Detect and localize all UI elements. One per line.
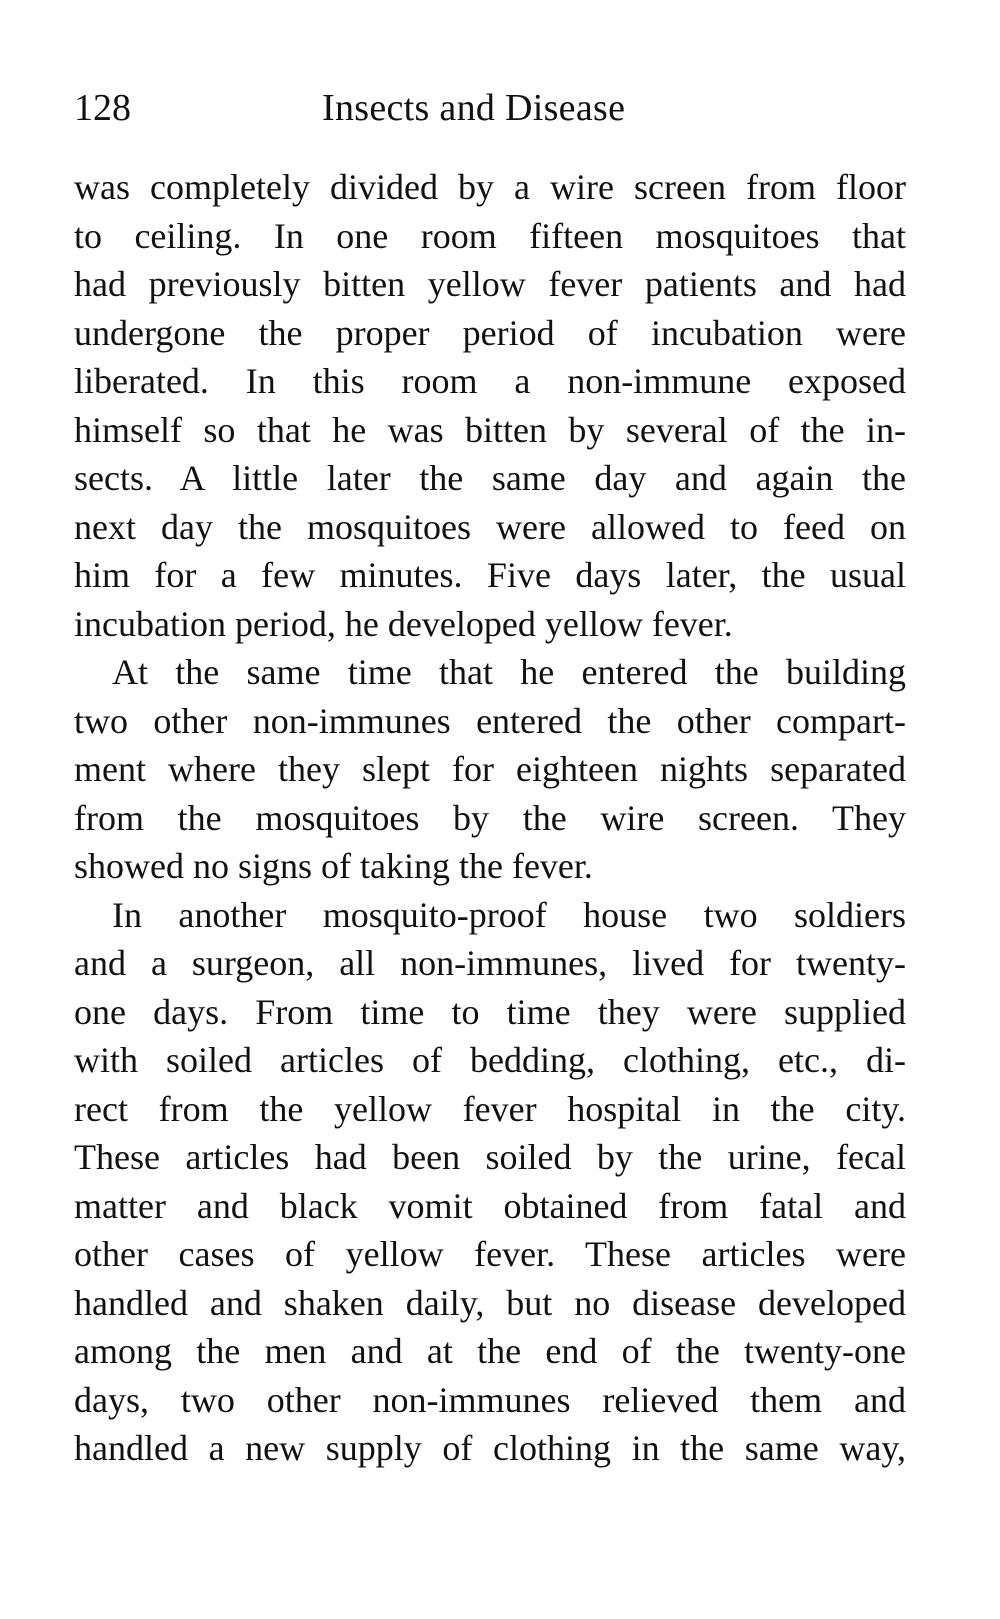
page-number: 128	[74, 87, 131, 129]
text-line: sects. A little later the same day and again the	[74, 458, 906, 498]
text-line: two other non-immunes entered the other compart-	[74, 700, 906, 741]
text-line: had previously bitten yellow fever patients and had	[74, 264, 906, 304]
text-line: matter and black vomit obtained from fatal and	[74, 1185, 906, 1226]
paragraph	[74, 891, 906, 1473]
text-line: In another mosquito-proof house two soldiers	[112, 894, 906, 935]
text-line: other cases of yellow fever. These articles were	[74, 1234, 906, 1274]
text-line: At the same time that he entered the building	[112, 652, 906, 692]
text-line: days, two other non-immunes relieved them and	[74, 1379, 906, 1420]
text-line: among the men and at the end of the twenty-one	[74, 1331, 906, 1371]
text-line: undergone the proper period of incubation were	[74, 312, 906, 353]
paragraph	[74, 648, 906, 891]
text-line: next day the mosquitoes were allowed to feed on	[74, 506, 906, 547]
text-line: from the mosquitoes by the wire screen. They	[74, 797, 906, 838]
text-line: showed no signs of taking the fever.	[74, 846, 593, 886]
text-line: handled and shaken daily, but no disease developed	[74, 1282, 906, 1323]
text-line: to ceiling. In one room fifteen mosquitoes that	[74, 215, 906, 256]
text-line: was completely divided by a wire screen from floor	[74, 167, 906, 207]
running-title: Insects and Disease	[322, 87, 626, 129]
text-line: rect from the yellow fever hospital in the city.	[74, 1088, 906, 1129]
text-line: These articles had been soiled by the urine, fecal	[74, 1137, 906, 1177]
text-line: with soiled articles of bedding, clothing, etc., di-	[74, 1040, 906, 1080]
paragraph	[74, 163, 906, 648]
text-line: liberated. In this room a non-immune exposed	[74, 361, 906, 401]
text-line: and a surgeon, all non-immunes, lived for twenty-	[74, 943, 906, 983]
body-text	[74, 163, 906, 1473]
text-line: himself so that he was bitten by several of the in-	[74, 409, 906, 450]
text-line: ment where they slept for eighteen nights separated	[74, 749, 906, 789]
running-head	[74, 78, 906, 138]
text-line: incubation period, he developed yellow fever.	[74, 603, 733, 644]
text-line: handled a new supply of clothing in the same way,	[74, 1428, 906, 1468]
text-line: him for a few minutes. Five days later, the usual	[74, 555, 906, 595]
text-line: one days. From time to time they were supplied	[74, 991, 906, 1032]
